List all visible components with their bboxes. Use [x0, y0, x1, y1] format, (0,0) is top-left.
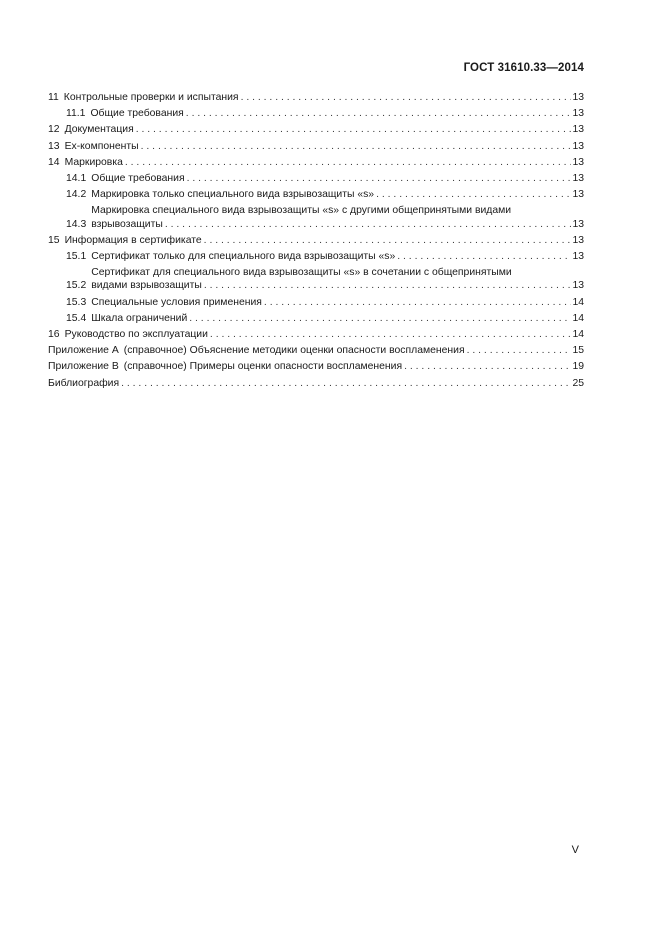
toc-entry[interactable]	[48, 377, 584, 390]
toc-entry[interactable]	[48, 344, 584, 357]
leader-dots	[204, 234, 572, 247]
leader-dots	[404, 360, 571, 373]
leader-dots	[241, 91, 572, 104]
toc-entry-page: 13	[572, 218, 584, 230]
toc-entry-number: 14.1	[66, 173, 87, 185]
toc-entry-page: 19	[572, 361, 584, 373]
toc-entry-title: Маркировка специального вида взрывозащиты «s» с другими общепринятыми видами	[91, 205, 512, 217]
toc-entry-page: 13	[572, 251, 584, 263]
toc-entry-page: 13	[572, 189, 584, 201]
toc-entry-title: Библиография	[48, 377, 120, 389]
leader-dots	[121, 377, 571, 390]
toc-entry[interactable]	[48, 266, 584, 292]
toc-entry[interactable]	[48, 234, 584, 247]
toc-entry-number: 11.1	[66, 108, 86, 120]
toc-entry[interactable]	[48, 123, 584, 136]
toc-entry-page: 13	[572, 234, 584, 246]
page-number: V	[571, 844, 579, 856]
toc-entry-page: 13	[572, 108, 584, 120]
toc-entry-number: 16	[48, 329, 60, 341]
toc-entry[interactable]	[48, 296, 584, 309]
toc-entry-title: (справочное) Примеры оценки опасности воспламенения	[123, 361, 403, 373]
table-of-contents	[48, 91, 584, 393]
toc-entry-title: Ex-компоненты	[64, 140, 139, 152]
leader-dots	[141, 140, 572, 153]
toc-entry-page: 13	[572, 280, 584, 292]
toc-entry-page: 13	[572, 173, 584, 185]
toc-entry-title: Общие требования	[90, 108, 184, 120]
toc-entry-number: 15.4	[66, 312, 87, 324]
toc-entry-page: 15	[572, 345, 584, 357]
toc-entry[interactable]	[48, 204, 584, 230]
toc-entry-title: Сертификат для специального вида взрывозащиты «s» в сочетании с общепринятыми	[91, 267, 512, 279]
toc-entry-number: Приложение А	[48, 345, 119, 357]
toc-entry-page: 13	[572, 92, 584, 103]
toc-entry-number: 15.2	[66, 280, 87, 292]
toc-entry-page: 25	[572, 377, 584, 389]
leader-dots	[264, 296, 572, 309]
toc-entry-number: 15.3	[66, 296, 87, 308]
leader-dots	[467, 344, 572, 357]
toc-entry-title-continued: видами взрывозащиты	[91, 280, 202, 292]
toc-entry[interactable]	[48, 312, 584, 325]
toc-entry-page: 13	[572, 140, 584, 152]
toc-entry-number: 15.1	[66, 251, 87, 263]
leader-dots	[189, 312, 571, 325]
leader-dots	[397, 250, 571, 263]
toc-entry-title: Документация	[64, 124, 134, 136]
toc-entry-page: 13	[572, 124, 584, 136]
toc-entry[interactable]	[48, 328, 584, 341]
leader-dots	[210, 328, 572, 341]
toc-entry[interactable]	[48, 91, 584, 104]
toc-entry-page: 14	[572, 296, 584, 308]
toc-entry-title: Руководство по эксплуатации	[64, 329, 208, 341]
leader-dots	[125, 156, 572, 169]
toc-entry-number: 14	[48, 156, 60, 168]
toc-entry[interactable]	[48, 156, 584, 169]
toc-entry[interactable]	[48, 107, 584, 120]
toc-entry-title: Информация в сертификате	[64, 234, 202, 246]
leader-dots	[376, 188, 571, 201]
toc-entry-title: Общие требования	[91, 173, 185, 185]
toc-entry-title: Маркировка	[64, 156, 123, 168]
toc-entry[interactable]	[48, 188, 584, 201]
leader-dots	[204, 279, 572, 292]
toc-entry-title: Сертификат только для специального вида взрывозащиты «s»	[91, 251, 396, 263]
toc-entry-title: Маркировка только специального вида взрывозащиты «s»	[91, 189, 375, 201]
toc-entry[interactable]	[48, 250, 584, 263]
toc-entry-title: Специальные условия применения	[91, 296, 262, 308]
toc-entry-number: 15	[48, 234, 60, 246]
standard-number: ГОСТ 31610.33—2014	[463, 62, 584, 74]
toc-entry-number: 13	[48, 140, 60, 152]
toc-entry-number: Приложение В	[48, 361, 119, 373]
toc-entry-title: Шкала ограничений	[91, 312, 188, 324]
toc-entry[interactable]	[48, 172, 584, 185]
toc-entry[interactable]	[48, 360, 584, 373]
toc-entry-title: (справочное) Объяснение методики оценки опасности воспламенения	[123, 345, 465, 357]
toc-entry-title-continued: взрывозащиты	[91, 218, 163, 230]
leader-dots	[136, 123, 572, 136]
toc-entry-number: 11	[48, 92, 59, 103]
toc-entry-number: 14.2	[66, 189, 87, 201]
toc-entry-number: 14.3	[66, 218, 87, 230]
toc-entry-page: 13	[572, 156, 584, 168]
leader-dots	[187, 172, 572, 185]
toc-entry[interactable]	[48, 140, 584, 153]
leader-dots	[186, 107, 572, 120]
toc-entry-number: 12	[48, 124, 60, 136]
toc-entry-title: Контрольные проверки и испытания	[63, 92, 239, 103]
toc-entry-page: 14	[572, 312, 584, 324]
toc-entry-page: 14	[572, 329, 584, 341]
leader-dots	[165, 218, 572, 231]
